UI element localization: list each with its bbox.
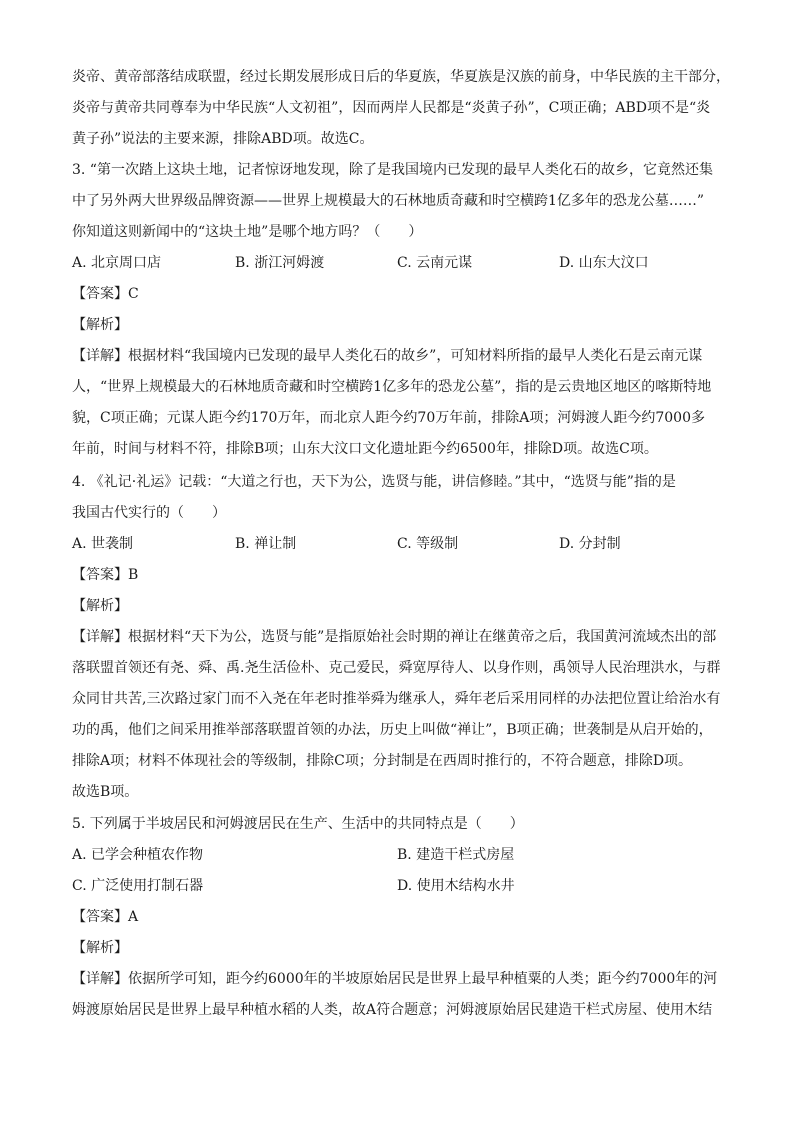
option-c: C. 广泛使用打制石器 xyxy=(72,878,204,894)
detail-line: 【详解】依据所学可知，距今约6000年的半坡原始居民是世界上最早种植粟的人类；距今约7000年的河 xyxy=(72,971,718,987)
question-stem-line: 你知道这则新闻中的“这块土地”是哪个地方吗？（ ） xyxy=(72,224,423,240)
question-3 xyxy=(72,155,732,465)
question-stem-line: 5. 下列属于半坡居民和河姆渡居民在生产、生活中的共同特点是（ ） xyxy=(72,816,524,832)
analysis-label: 【解析】 xyxy=(72,940,128,956)
analysis-label: 【解析】 xyxy=(72,598,128,614)
answer-label: 【答案】B xyxy=(72,567,139,583)
option-a: A. 世袭制 xyxy=(72,536,134,552)
detail-line: 排除A项；材料不体现社会的等级制，排除C项；分封制是在西周时推行的，不符合题意，排除D项。 xyxy=(72,753,693,769)
question-5 xyxy=(72,809,732,1026)
detail-line: 众同甘共苦,三次路过家门而不入尧在年老时推举舜为继承人，舜年老后采用同样的办法把位置让给治水有 xyxy=(72,691,721,707)
options-row xyxy=(72,529,732,560)
detail-line: 功的禹，他们之间采用推举部落联盟首领的办法，历史上叫做“禅让”，B项正确；世袭制是从启开始的， xyxy=(72,722,713,738)
option-d: D. 山东大汶口 xyxy=(559,255,649,271)
question-stem-line: 中了另外两大世界级品牌资源——世界上规模最大的石林地质奇藏和时空横跨1亿多年的恐龙公墓……” xyxy=(72,193,705,209)
option-d: D. 使用木结构水井 xyxy=(397,878,515,894)
text-line: 炎帝与黄帝共同尊奉为中华民族“人文初祖”，因而两岸人民都是“炎黄子孙”，C项正确；ABD项不是“炎 xyxy=(72,100,711,116)
question-stem-line: 4. 《礼记·礼运》记载：“大道之行也，天下为公，选贤与能，讲信修睦。”其中，“选贤与能”指的是 xyxy=(72,474,676,490)
option-c: C. 云南元谋 xyxy=(397,255,473,271)
detail-line: 故选B项。 xyxy=(72,784,139,800)
detail-line: 人，“世界上规模最大的石林地质奇藏和时空横跨1亿多年的恐龙公墓”，指的是云贵地区地区的喀斯特地 xyxy=(72,379,712,395)
question-stem-line: 我国古代实行的（ ） xyxy=(72,505,226,521)
option-b: B. 建造干栏式房屋 xyxy=(397,847,515,863)
question-4 xyxy=(72,467,732,808)
question-stem-line: 3. “第一次踏上这块土地，记者惊讶地发现，除了是我国境内已发现的最早人类化石的故乡，它竟然还集 xyxy=(72,162,713,178)
option-d: D. 分封制 xyxy=(559,536,621,552)
options-row-1 xyxy=(72,840,732,871)
option-c: C. 等级制 xyxy=(397,536,459,552)
text-line: 炎帝、黄帝部落结成联盟，经过长期发展形成日后的华夏族，华夏族是汉族的前身，中华民族的主干部分， xyxy=(72,69,730,85)
option-b: B. 禅让制 xyxy=(235,536,297,552)
detail-line: 【详解】根据材料“我国境内已发现的最早人类化石的故乡”，可知材料所指的最早人类化石是云南元谋 xyxy=(72,348,703,364)
options-row xyxy=(72,248,732,279)
detail-line: 【详解】根据材料“天下为公，选贤与能”是指原始社会时期的禅让在继黄帝之后，我国黄河流域杰出的部 xyxy=(72,629,717,645)
options-row-2 xyxy=(72,871,732,902)
text-line: 黄子孙”说法的主要来源，排除ABD项。故选C。 xyxy=(72,131,374,147)
option-a: A. 已学会种植农作物 xyxy=(72,847,204,863)
option-a: A. 北京周口店 xyxy=(72,255,162,271)
analysis-label: 【解析】 xyxy=(72,317,128,333)
detail-line: 年前，时间与材料不符，排除B项；山东大汶口文化遗址距今约6500年，排除D项。故选C项。 xyxy=(72,441,658,457)
answer-label: 【答案】A xyxy=(72,909,139,925)
option-b: B. 浙江河姆渡 xyxy=(235,255,325,271)
detail-line: 姆渡原始居民是世界上最早种植水稻的人类，故A符合题意；河姆渡原始居民建造干栏式房屋、使用木结 xyxy=(72,1002,713,1018)
answer-label: 【答案】C xyxy=(72,286,139,302)
detail-line: 貌，C项正确；元谋人距今约170万年，而北京人距今约70万年前，排除A项；河姆渡人距今约7000多 xyxy=(72,410,705,426)
detail-line: 落联盟首领还有尧、舜、禹.尧生活俭朴、克己爱民，舜宽厚待人、以身作则，禹领导人民治理洪水，与群 xyxy=(72,660,721,676)
q2-analysis-continuation xyxy=(72,62,732,155)
